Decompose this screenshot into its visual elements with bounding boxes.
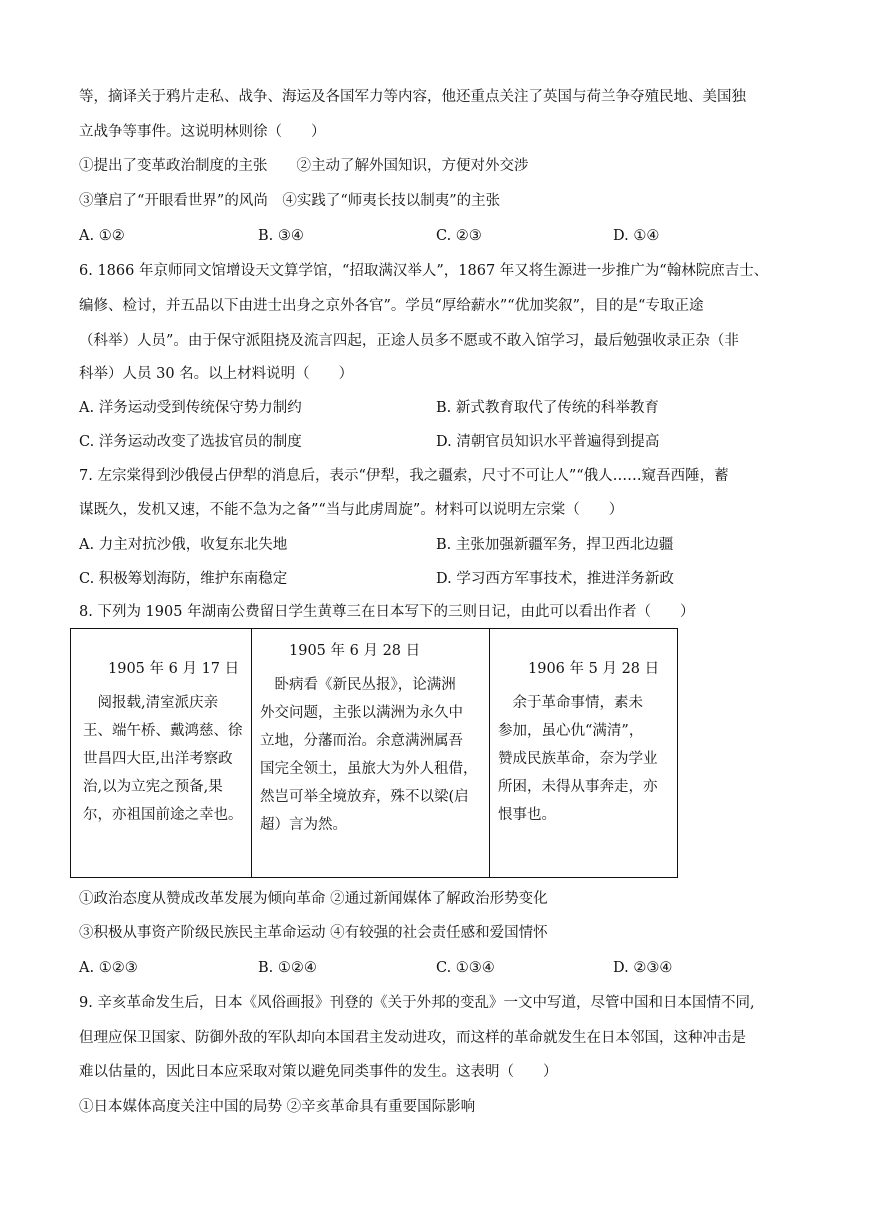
q8-stem-line-1: 8. 下列为 1905 年湖南公费留日学生黄尊三在日本写下的三则日记，由此可以看出作者（ ）: [79, 604, 695, 620]
diary-entry-2: [251, 629, 489, 877]
q5-option-c[interactable]: C. ②③: [436, 228, 482, 244]
diary-text: 卧病看《新民丛报》，论满洲 外交问题，主张以满洲为永久中 立地，分藩而治。余意满洲属吾 国完全领土，虽旅大为外人租借， 然岂可举全境放弃，殊不以梁(启 超）言为然。: [260, 677, 478, 833]
diary-table: [70, 628, 678, 878]
q8-option-b[interactable]: B. ①②④: [258, 960, 317, 976]
q8-option-a[interactable]: A. ①②③: [79, 960, 138, 976]
diary-date: 1905 年 6 月 28 日: [289, 643, 421, 659]
q8-statement-2: ③积极从事资产阶级民族民主革命运动 ④有较强的社会责任感和爱国情怀: [79, 925, 548, 941]
diary-date: 1905 年 6 月 17 日: [108, 661, 240, 677]
q9-stem-line-3: 难以估量的，因此日本应采取对策以避免同类事件的发生。这表明（ ）: [79, 1064, 558, 1080]
q5-stem-line-2: 立战争等事件。这说明林则徐（ ）: [79, 124, 326, 140]
q7-stem-line-2: 谋既久，发机又速，不能不急为之备”“当与此虏周旋”。材料可以说明左宗棠（ ）: [79, 502, 624, 518]
q6-stem-line-1: 6. 1866 年京师同文馆增设天文算学馆，“招取满汉举人”，1867 年又将生源进一步推广为“翰林院庶吉士、: [79, 263, 769, 279]
diary-text: 阅报载,清室派庆亲 王、端午桥、戴鸿慈、徐 世昌四大臣,出洋考察政 治,以为立宪之预备,果 尔，亦祖国前途之幸也。: [83, 695, 243, 823]
q5-option-b[interactable]: B. ③④: [258, 228, 304, 244]
diary-text: 余于革命事情，素未 参加，虽心仇“满清”， 赞成民族革命，奈为学业 所困，未得从事奔走，亦 恨事也。: [498, 695, 658, 823]
q6-option-d[interactable]: D. 清朝官员知识水平普遍得到提高: [436, 434, 660, 450]
q5-option-d[interactable]: D. ①④: [613, 228, 660, 244]
diary-entry-1: [71, 629, 251, 877]
q5-option-a[interactable]: A. ①②: [79, 228, 125, 244]
q7-option-c[interactable]: C. 积极筹划海防，维护东南稳定: [79, 571, 288, 587]
q6-option-b[interactable]: B. 新式教育取代了传统的科举教育: [436, 400, 659, 416]
q6-stem-line-2: 编修、检讨，并五品以下由进士出身之京外各官”。学员“厚给薪水”“优加奖叙”，目的是“专取正途: [79, 298, 704, 314]
q8-option-c[interactable]: C. ①③④: [436, 960, 495, 976]
q5-statement-1: ①提出了变革政治制度的主张 ②主动了解外国知识，方便对外交涉: [79, 158, 529, 174]
q7-option-d[interactable]: D. 学习西方军事技术，推进洋务新政: [436, 571, 674, 587]
q6-stem-line-3: （科举）人员”。由于保守派阻挠及流言四起，正途人员多不愿或不敢入馆学习，最后勉强收录正杂（非: [79, 333, 739, 349]
q9-stem-line-2: 但理应保卫国家、防御外敌的军队却向本国君主发动进攻，而这样的革命就发生在日本邻国，这种冲击是: [79, 1030, 746, 1046]
q6-option-a[interactable]: A. 洋务运动受到传统保守势力制约: [79, 400, 302, 416]
diary-date: 1906 年 5 月 28 日: [528, 661, 660, 677]
q7-option-b[interactable]: B. 主张加强新疆军务，捍卫西北边疆: [436, 537, 674, 553]
q5-statement-2: ③肇启了“开眼看世界”的风尚 ④实践了“师夷长技以制夷”的主张: [79, 193, 501, 209]
q8-option-d[interactable]: D. ②③④: [613, 960, 673, 976]
q6-option-c[interactable]: C. 洋务运动改变了选拔官员的制度: [79, 434, 302, 450]
q5-stem-line-1: 等，摘译关于鸦片走私、战争、海运及各国军力等内容，他还重点关注了英国与荷兰争夺殖民地、美国独: [79, 89, 746, 105]
q7-stem-line-1: 7. 左宗棠得到沙俄侵占伊犁的消息后，表示“伊犁，我之疆索，尺寸不可让人”“俄人……窥吾西陲，蓄: [79, 468, 729, 484]
q8-statement-1: ①政治态度从赞成改革发展为倾向革命 ②通过新闻媒体了解政治形势变化: [79, 891, 548, 907]
diary-entry-3: [489, 629, 677, 877]
q7-option-a[interactable]: A. 力主对抗沙俄，收复东北失地: [79, 537, 288, 553]
q9-stem-line-1: 9. 辛亥革命发生后，日本《风俗画报》刊登的《关于外邦的变乱》一文中写道，尽管中国和日本国情不同,: [79, 995, 755, 1011]
q6-stem-line-4: 科举）人员 30 名。以上材料说明（ ）: [79, 366, 354, 382]
q9-statement-1: ①日本媒体高度关注中国的局势 ②辛亥革命具有重要国际影响: [79, 1099, 476, 1115]
